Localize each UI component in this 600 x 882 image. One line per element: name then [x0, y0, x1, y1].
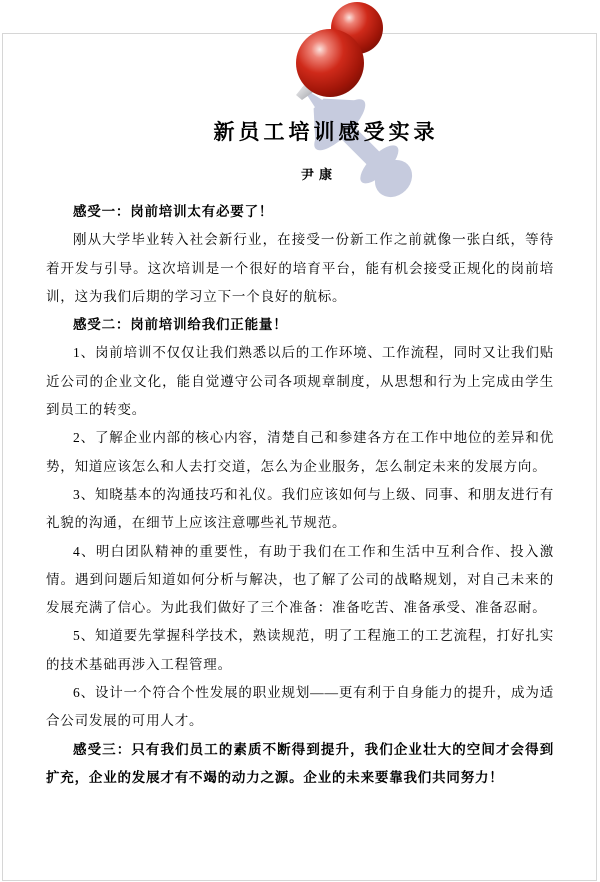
paragraph-heading-3: 感受三：只有我们员工的素质不断得到提升，我们企业壮大的空间才会得到扩充，企业的发展才有不竭的动力之源。企业的未来要靠我们共同努力！	[46, 741, 554, 785]
paragraph: 6、设计一个符合个性发展的职业规划——更有利于自身能力的提升，成为适合公司发展的可用人才。	[46, 685, 554, 729]
paragraph: 4、明白团队精神的重要性，有助于我们在工作和生活中互利合作、投入激情。遇到问题后知道如何分析与解决，也了解了公司的战略规划，对自己未来的发展充满了信心。为此我们做好了三个准备：准备吃苦、准备承受、准备忍耐。	[46, 543, 554, 616]
paragraph: 5、知道要先掌握科学技术，熟读规范，明了工程施工的工艺流程，打好扎实的技术基础再涉入工程管理。	[46, 628, 554, 672]
paragraph: 刚从大学毕业转入社会新行业，在接受一份新工作之前就像一张白纸，等待着开发与引导。这次培训是一个很好的培育平台，能有机会接受正规化的岗前培训，这为我们后期的学习立下一个良好的航标。	[46, 232, 554, 304]
paragraph-heading-1: 感受一：岗前培训太有必要了！	[73, 204, 274, 219]
paragraph: 2、了解企业内部的核心内容，清楚自己和参建各方在工作中地位的差异和优势，知道应该怎么和人去打交道，怎么为企业服务，怎么制定未来的发展方向。	[46, 430, 554, 474]
page-title: 新员工培训感受实录	[213, 120, 439, 144]
paragraph: 1、岗前培训不仅仅让我们熟悉以后的工作环境、工作流程，同时又让我们贴近公司的企业文化，能自觉遵守公司各项规章制度，从思想和行为上完成由学生到员工的转变。	[46, 345, 554, 418]
pushpin-ball-icon	[296, 29, 364, 97]
paragraph: 3、知晓基本的沟通技巧和礼仪。我们应该如何与上级、同事、和朋友进行有礼貌的沟通，在细节上应该注意哪些礼节规范。	[46, 486, 554, 531]
paragraph-heading-2: 感受二：岗前培训给我们正能量！	[73, 317, 288, 333]
author-name: 尹康	[300, 167, 337, 182]
